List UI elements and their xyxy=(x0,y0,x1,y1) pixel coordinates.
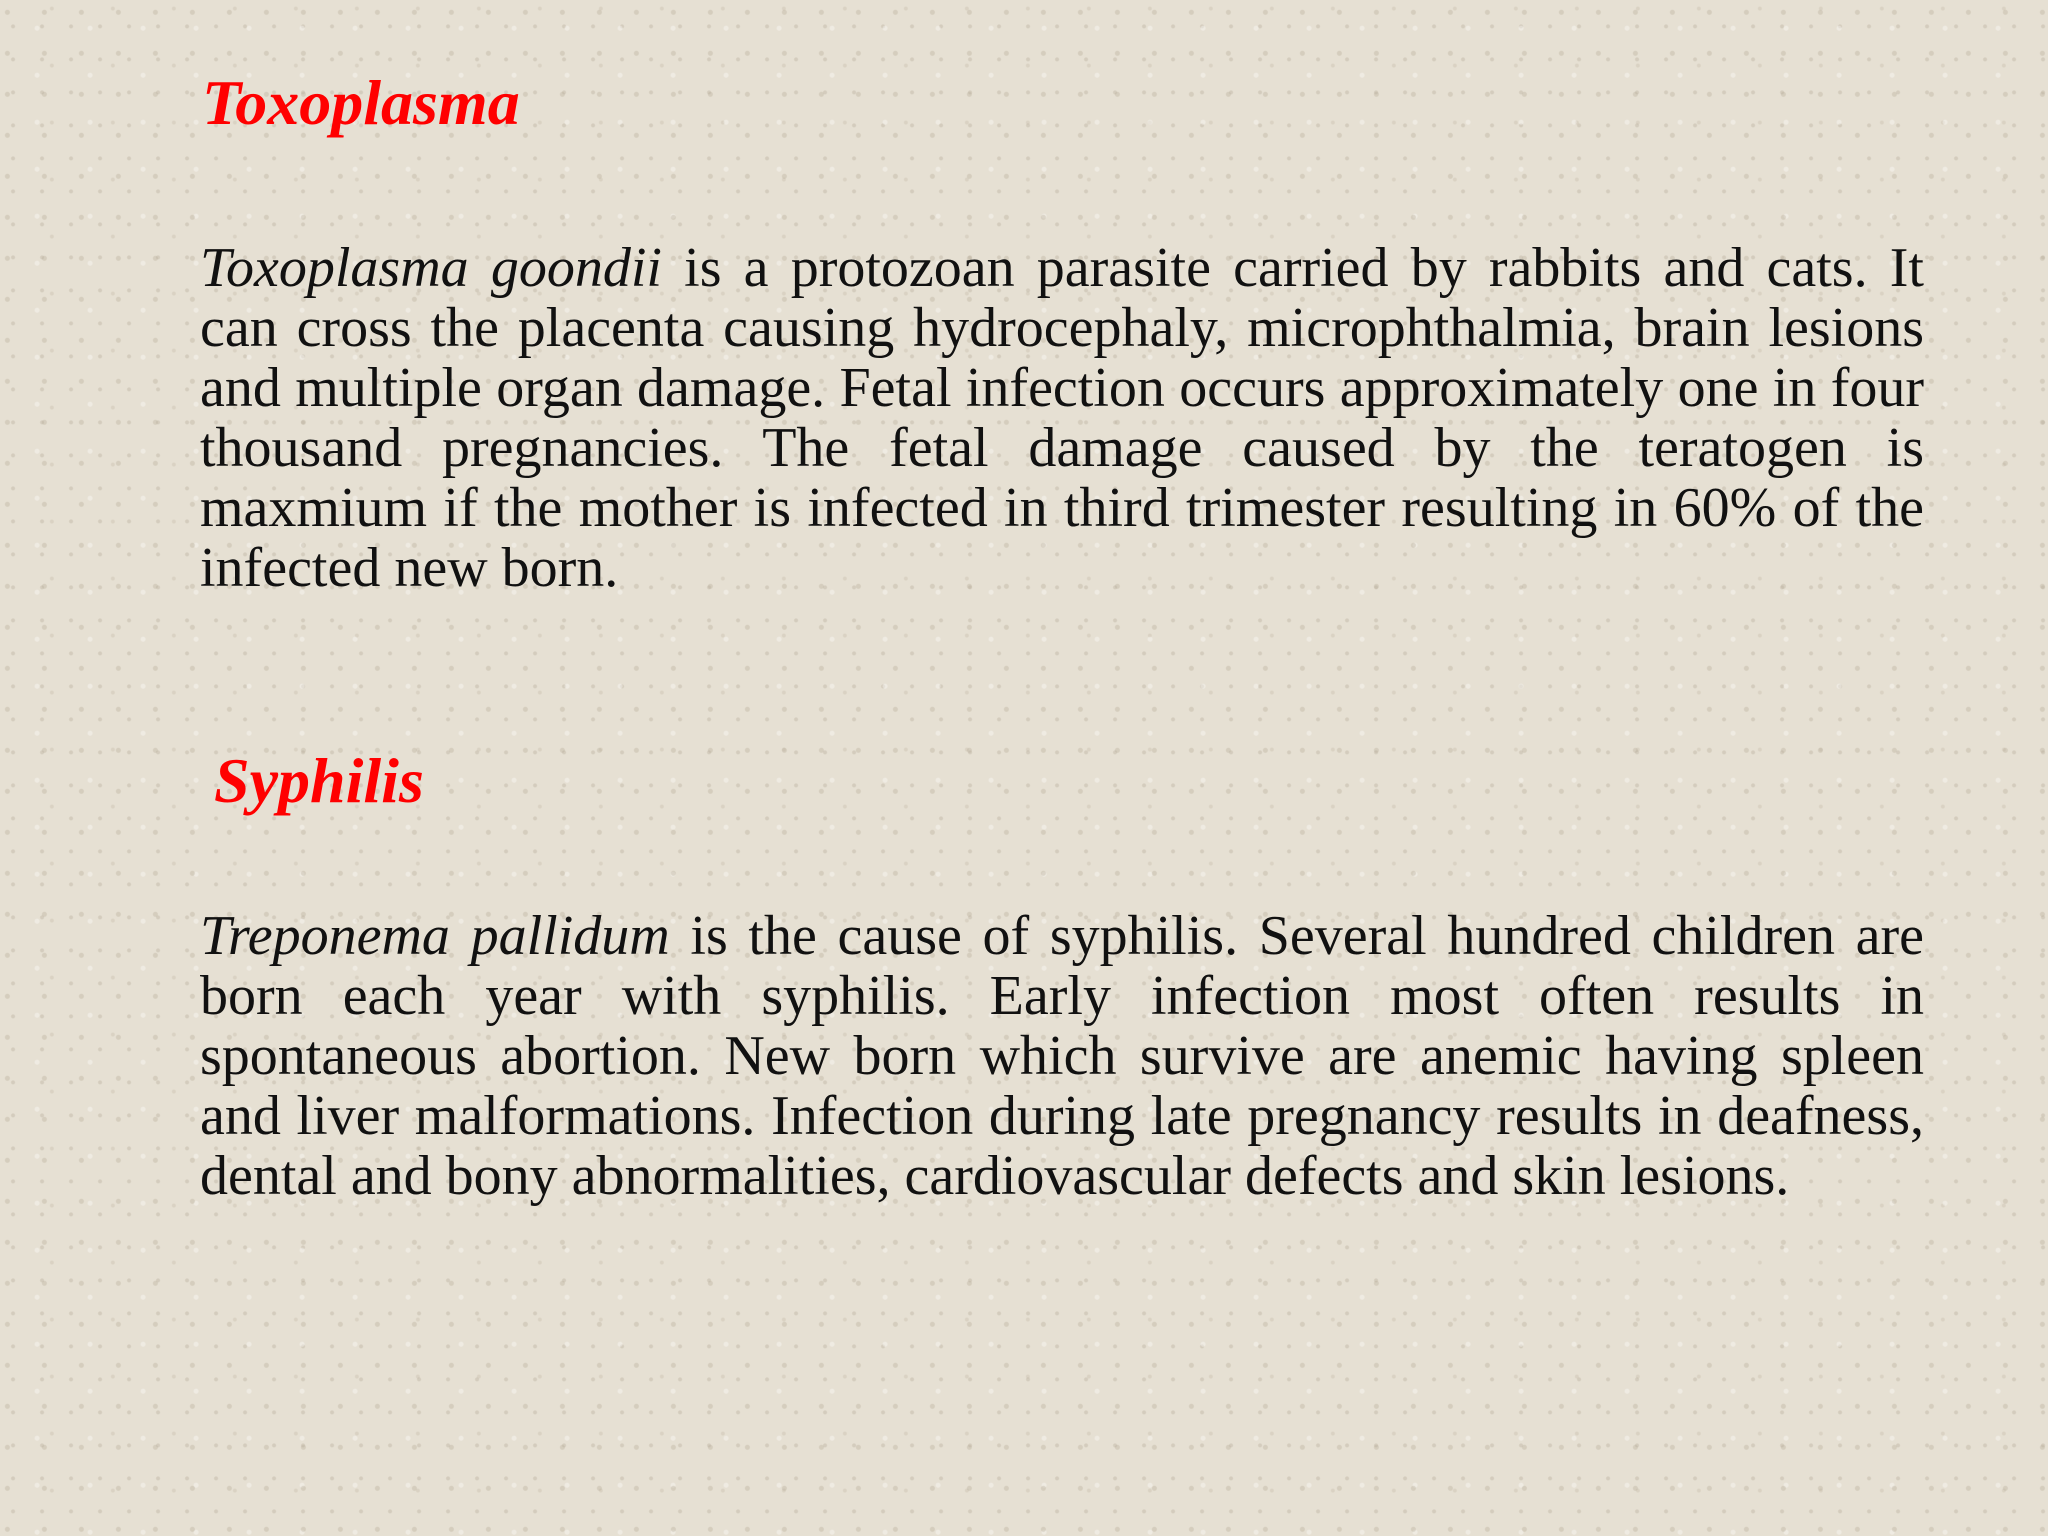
paragraph-text: is a protozoan parasite carried by rabbits and cats. It can cross the placenta causing hydrocephaly, microphthalmia, brain lesions and multiple organ damage. Fetal infection occurs approximately one in four thousand pregnancies. The fetal damage caused by the teratogen is maxmium if the mother is infected in third trimester resulting in 60% of the infected new born. xyxy=(200,237,1924,599)
section-paragraph-syphilis xyxy=(200,906,1924,1206)
organism-name: Toxoplasma goondii xyxy=(200,237,662,299)
section-paragraph-toxoplasma xyxy=(200,238,1924,598)
section-heading-syphilis: Syphilis xyxy=(214,745,424,816)
slide xyxy=(200,0,1924,1536)
paragraph-text: is the cause of syphilis. Several hundred children are born each year with syphilis. Early infection most often results in spontaneous abortion. New born which survive are anemic having spleen and liver malformations. Infection during late pregnancy results in deafness, dental and bony abnormalities, cardiovascular defects and skin lesions. xyxy=(200,905,1925,1207)
organism-name: Treponema pallidum xyxy=(200,905,670,967)
section-heading-toxoplasma: Toxoplasma xyxy=(202,67,520,138)
